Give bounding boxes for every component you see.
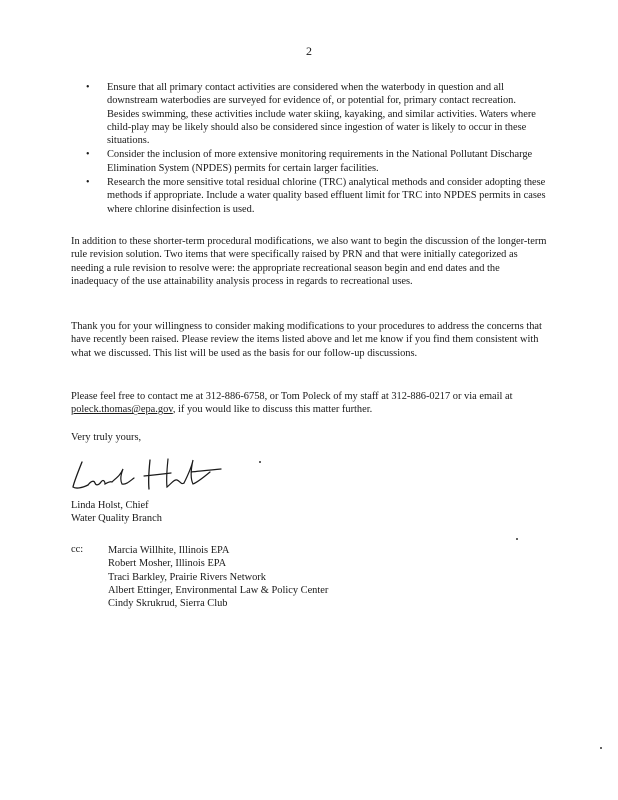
signer-name: Linda Holst, Chief <box>71 500 149 511</box>
scan-speck <box>516 538 518 540</box>
recommendation-list <box>86 81 546 217</box>
email-link[interactable]: poleck.thomas@epa.gov <box>71 404 173 416</box>
signature <box>68 456 238 496</box>
scan-speck <box>600 747 602 749</box>
contact-paragraph <box>71 390 549 417</box>
list-item: Albert Ettinger, Environmental Law & Policy Center <box>108 584 329 596</box>
bullet-icon: • <box>86 177 90 189</box>
list-item: Cindy Skrukrud, Sierra Club <box>108 598 228 610</box>
cc-label: cc: <box>71 544 84 555</box>
list-item: Marcia Willhite, Illinois EPA <box>108 545 230 556</box>
scan-speck <box>259 461 261 463</box>
bullet-icon: • <box>86 149 90 161</box>
list-item <box>86 176 546 216</box>
bullet-icon: • <box>86 82 90 93</box>
list-item-text: Ensure that all primary contact activities are considered when the waterbody in question and all downstream waterbodies are surveyed for evidence of, or potential for, primary contact recreation. Besides swimming, these activities include water skiing, kayaking, and similar activities. Waters where child-play may be likely should also be considered since ingestion of water is likely to occur in these situations. <box>107 82 536 147</box>
contact-text-end: , if you would like to discuss this matter further. <box>172 404 373 416</box>
signer-title: Water Quality Branch <box>71 513 162 525</box>
cc-list <box>108 544 328 610</box>
closing: Very truly yours, <box>71 432 142 443</box>
contact-text: Please feel free to contact me at 312-886-6758, or Tom Poleck of my staff at 312-886-0217 or via email at <box>71 391 513 402</box>
page-number: 2 <box>306 44 312 58</box>
list-item: Traci Barkley, Prairie Rivers Network <box>108 571 266 583</box>
list-item <box>86 148 546 175</box>
thank-you-paragraph: Thank you for your willingness to consider making modifications to your procedures to address the concerns that have recently been raised. Please review the items listed above and let me know if you find them consistent with what we discussed. This list will be used as the basis for our follow-up discussions. <box>71 321 542 359</box>
rule-revision-paragraph: In addition to these shorter-term procedural modifications, we also want to begin the discussion of the longer-term rule revision solution. Two items that were specifically raised by PRN and that were initially categorized as needing a rule revision to resolve were: the appropriate recreational season begin and end dates and the inadequacy of the use attainability analysis process in regards to recreational uses. <box>71 236 547 287</box>
signer-block <box>71 499 162 526</box>
list-item-text: Research the more sensitive total residual chlorine (TRC) analytical methods and consider adopting these methods if appropriate. Include a water quality based effluent limit for TRC into NPDES permits in cases where chlorine disinfection is used. <box>107 177 546 215</box>
list-item <box>86 81 546 147</box>
list-item-text: Consider the inclusion of more extensive monitoring requirements in the National Pollutant Discharge Elimination System (NPDES) permits for certain larger facilities. <box>107 149 533 174</box>
list-item: Robert Mosher, Illinois EPA <box>108 558 227 570</box>
